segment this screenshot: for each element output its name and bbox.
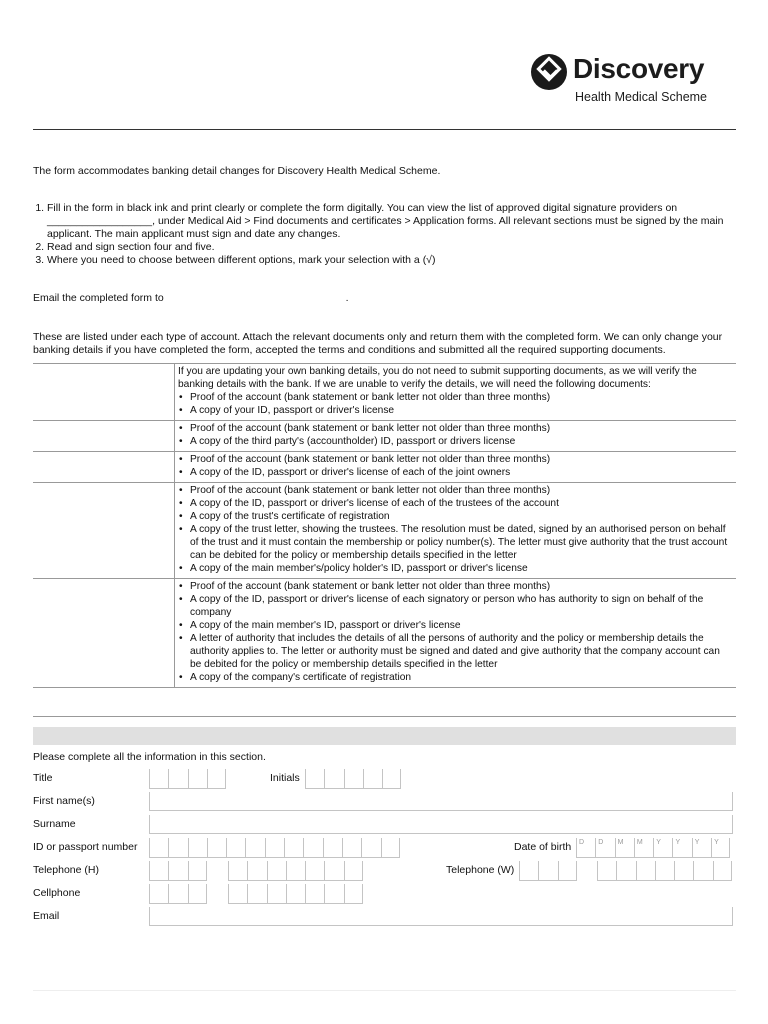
char-box[interactable]: [188, 861, 207, 881]
account-type-cell: [33, 364, 175, 420]
char-box[interactable]: [344, 884, 363, 904]
char-box[interactable]: [188, 769, 207, 789]
char-box[interactable]: [344, 861, 363, 881]
surname-field[interactable]: [149, 815, 733, 834]
discovery-diamond-icon: [531, 54, 567, 90]
char-box[interactable]: [267, 861, 286, 881]
document-item: • A letter of authority that includes the details of all the persons of authority and the policy or membership details the authority applies to. The letter or authority must be signed and dated and give authority that the company account can be debited for the policy or membership details specified in the letter: [190, 632, 732, 671]
email-line: [33, 292, 349, 305]
dob-char-box[interactable]: Y: [653, 838, 672, 858]
char-box[interactable]: [381, 838, 400, 858]
char-box[interactable]: [168, 769, 187, 789]
first-names-label: First name(s): [33, 795, 95, 807]
initials-label: Initials: [270, 772, 300, 784]
instruction-item: 3. Where you need to choose between different options, mark your selection with a (√): [47, 254, 738, 267]
document-item: • Proof of the account (bank statement or bank letter not older than three months): [190, 453, 732, 466]
char-box[interactable]: [323, 838, 342, 858]
telephone-h-code-boxes[interactable]: [149, 861, 207, 881]
instruction-list: [33, 202, 738, 267]
char-box[interactable]: [168, 884, 187, 904]
cellphone-number-boxes[interactable]: [228, 884, 363, 904]
document-item: • A copy of the third party's (accountholder) ID, passport or drivers license: [190, 435, 732, 448]
char-box[interactable]: [538, 861, 557, 881]
char-box[interactable]: [149, 838, 168, 858]
supporting-documents-table: [33, 363, 736, 688]
dob-char-box[interactable]: M: [615, 838, 634, 858]
section-header-bar: [33, 727, 736, 745]
char-box[interactable]: [305, 769, 324, 789]
char-box[interactable]: [149, 884, 168, 904]
surname-label: Surname: [33, 818, 76, 830]
char-box[interactable]: [519, 861, 538, 881]
intro-text: The form accommodates banking detail changes for Discovery Health Medical Scheme.: [33, 165, 441, 177]
footer-rule: [33, 990, 736, 991]
char-box[interactable]: [674, 861, 693, 881]
char-box[interactable]: [207, 769, 226, 789]
doc-table-row: [33, 452, 736, 483]
char-box[interactable]: [305, 884, 324, 904]
char-box[interactable]: [305, 861, 324, 881]
required-documents-cell: [175, 364, 736, 420]
account-type-cell: [33, 452, 175, 482]
char-box[interactable]: [636, 861, 655, 881]
char-box[interactable]: [168, 838, 187, 858]
document-item: • A copy of the main member's ID, passport or driver's license: [190, 619, 732, 632]
instructions: [33, 202, 738, 267]
required-documents-cell: [175, 483, 736, 578]
char-box[interactable]: [361, 838, 380, 858]
document-list: [178, 453, 732, 479]
cellphone-code-boxes[interactable]: [149, 884, 207, 904]
telephone-w-number-boxes[interactable]: [597, 861, 732, 881]
cellphone-label: Cellphone: [33, 887, 81, 899]
dob-label: Date of birth: [514, 841, 572, 853]
account-type-cell: [33, 483, 175, 578]
doc-row-intro: If you are updating your own banking details, you do not need to submit supporting documents, as we will verify the banking details with the bank. If we are unable to verify the details, we will need the following documents:: [178, 366, 697, 390]
char-box[interactable]: [344, 769, 363, 789]
document-list: [178, 391, 732, 417]
char-box[interactable]: [228, 884, 247, 904]
document-list: [178, 422, 732, 448]
title-label: Title: [33, 772, 53, 784]
char-box[interactable]: [149, 861, 168, 881]
telephone-w-label: Telephone (W): [446, 864, 515, 876]
first-names-field[interactable]: [149, 792, 733, 811]
dob-char-box[interactable]: Y: [711, 838, 730, 858]
document-item: • A copy of the trust letter, showing the trustees. The resolution must be dated, signed by an authorised person on behalf of the trust and it must contain the membership or policy number(s). The letter must give authority that the trust account can be debited for the policy or membership details specified in the letter: [190, 523, 732, 562]
document-item: • A copy of the ID, passport or driver's license of each of the trustees of the account: [190, 497, 732, 510]
char-box[interactable]: [342, 838, 361, 858]
dob-char-box[interactable]: D: [576, 838, 595, 858]
char-box[interactable]: [207, 838, 226, 858]
char-box[interactable]: [597, 861, 616, 881]
char-box[interactable]: [267, 884, 286, 904]
required-documents-cell: [175, 579, 736, 687]
telephone-h-number-boxes[interactable]: [228, 861, 363, 881]
required-documents-cell: [175, 452, 736, 482]
document-item: • A copy of the company's certificate of registration: [190, 671, 732, 684]
char-box[interactable]: [324, 884, 343, 904]
char-box[interactable]: [324, 861, 343, 881]
telephone-w-code-boxes[interactable]: [519, 861, 577, 881]
dob-char-box[interactable]: Y: [692, 838, 711, 858]
dob-char-box[interactable]: D: [595, 838, 614, 858]
dob-char-box[interactable]: M: [634, 838, 653, 858]
id-passport-boxes[interactable]: [149, 838, 400, 858]
document-item: • A copy of your ID, passport or driver's license: [190, 404, 732, 417]
char-box[interactable]: [168, 861, 187, 881]
char-box[interactable]: [149, 769, 168, 789]
char-box[interactable]: [616, 861, 635, 881]
section-instruction: Please complete all the information in this section.: [33, 751, 266, 763]
char-box[interactable]: [324, 769, 343, 789]
dob-char-box[interactable]: Y: [672, 838, 691, 858]
char-box[interactable]: [363, 769, 382, 789]
document-item: • Proof of the account (bank statement or bank letter not older than three months): [190, 391, 732, 404]
account-type-cell: [33, 579, 175, 687]
document-item: • Proof of the account (bank statement or bank letter not older than three months): [190, 580, 732, 593]
document-item: • Proof of the account (bank statement or bank letter not older than three months): [190, 422, 732, 435]
char-box[interactable]: [284, 838, 303, 858]
title-boxes[interactable]: [149, 769, 226, 789]
telephone-h-label: Telephone (H): [33, 864, 99, 876]
document-list: [178, 484, 732, 575]
account-type-cell: [33, 421, 175, 451]
char-box[interactable]: [303, 838, 322, 858]
char-box[interactable]: [286, 884, 305, 904]
doc-table-row: [33, 483, 736, 579]
discovery-logo: [531, 52, 721, 112]
email-field[interactable]: [149, 907, 733, 926]
email-line-tail: .: [345, 292, 349, 304]
dob-boxes[interactable]: [576, 838, 730, 858]
initials-boxes[interactable]: [305, 769, 401, 789]
char-box[interactable]: [188, 884, 207, 904]
char-box[interactable]: [286, 861, 305, 881]
email-label: Email: [33, 910, 60, 922]
document-item: • Proof of the account (bank statement or bank letter not older than three months): [190, 484, 732, 497]
char-box[interactable]: [265, 838, 284, 858]
document-item: • A copy of the main member's/policy holder's ID, passport or driver's license: [190, 562, 732, 575]
char-box[interactable]: [247, 861, 266, 881]
email-line-label: Email the completed form to: [33, 292, 164, 304]
char-box[interactable]: [558, 861, 577, 881]
document-item: • A copy of the ID, passport or driver's license of each signatory or person who has authority to sign on behalf of the company: [190, 593, 732, 619]
char-box[interactable]: [226, 838, 245, 858]
char-box[interactable]: [693, 861, 712, 881]
document-item: • A copy of the trust's certificate of registration: [190, 510, 732, 523]
doc-table-row: [33, 364, 736, 421]
id-passport-label: ID or passport number: [33, 841, 138, 853]
doc-table-row: [33, 421, 736, 452]
char-box[interactable]: [382, 769, 401, 789]
table-bottom-rule: [33, 716, 736, 717]
document-item: • A copy of the ID, passport or driver's license of each of the joint owners: [190, 466, 732, 479]
required-documents-cell: [175, 421, 736, 451]
instruction-item: 2. Read and sign section four and five.: [47, 241, 738, 254]
char-box[interactable]: [247, 884, 266, 904]
char-box[interactable]: [228, 861, 247, 881]
char-box[interactable]: [245, 838, 264, 858]
header-rule: [33, 129, 736, 130]
logo-subtitle: Health Medical Scheme: [575, 90, 708, 104]
doc-table-row: [33, 579, 736, 688]
logo-name: Discovery: [573, 53, 705, 84]
char-box[interactable]: [188, 838, 207, 858]
document-list: [178, 580, 732, 684]
char-box[interactable]: [713, 861, 732, 881]
supporting-docs-text: These are listed under each type of account. Attach the relevant documents only and return them with the completed form. We can only change your banking details if you have completed the form, accepted the terms and conditions and submitted all the required supporting documents.: [33, 331, 723, 356]
instruction-item: 1. Fill in the form in black ink and print clearly or complete the form digitally. You can view the list of approved digital signature providers on __________________, under Medical Aid > Find documents and certificates > Application forms. All relevant sections must be signed by the main applicant. The main applicant must sign and date any changes.: [47, 202, 738, 241]
char-box[interactable]: [655, 861, 674, 881]
